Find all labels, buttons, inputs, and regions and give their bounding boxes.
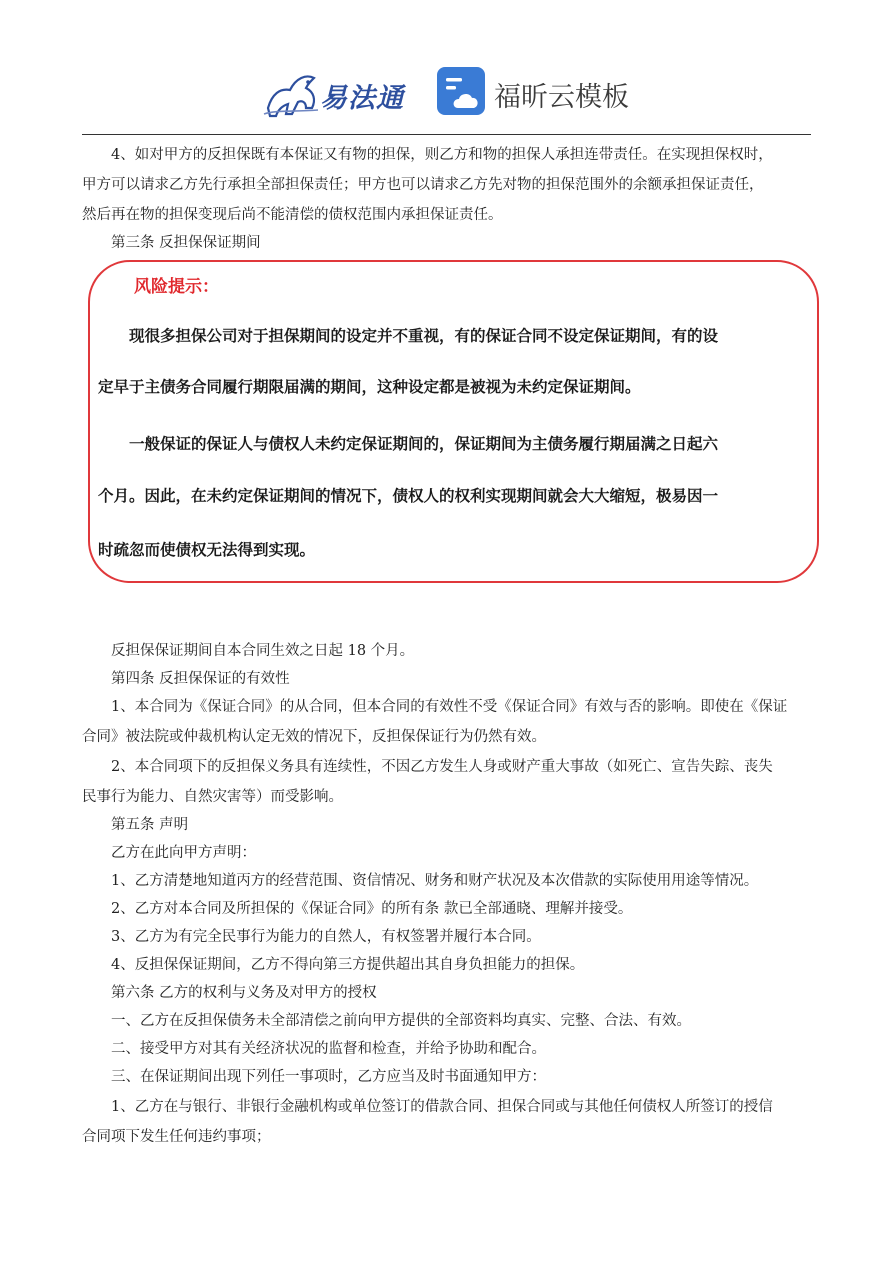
risk-warning-title: 风险提示： (134, 277, 219, 297)
risk-warning-box (88, 260, 819, 583)
foxit-template-logo-text: 福昕云模板 (494, 82, 629, 113)
risk-warning-line-3: 一般保证的保证人与债权人未约定保证期间的，保证期间为主债务履行期届满之日起六 (98, 435, 719, 453)
article-4-item-2-line-1: 2、本合同项下的反担保义务具有连续性，不因乙方发生人身或财产重大事故（如死亡、宣告失踪、丧失 (82, 759, 773, 775)
article-6-item-1: 一、乙方在反担保债务未全部清偿之前向甲方提供的全部资料均真实、完整、合法、有效。 (82, 1013, 691, 1029)
risk-warning-line-5: 时疏忽而使债权无法得到实现。 (98, 541, 316, 559)
article-5-item-1: 1、乙方清楚地知道丙方的经营范围、资信情况、财务和财产状况及本次借款的实际使用用途等情况。 (82, 873, 759, 889)
risk-warning-line-4: 个月。因此，在未约定保证期间的情况下，债权人的权利实现期间就会大大缩短，极易因一 (98, 487, 719, 505)
article-6-sub-item-1-line-1: 1、乙方在与银行、非银行金融机构或单位签订的借款合同、担保合同或与其他任何债权人所签订的授信 (82, 1099, 773, 1115)
article-5-item-2: 2、乙方对本合同及所担保的《保证合同》的所有条 款已全部通晓、理解并接受。 (82, 901, 633, 917)
yifatong-logo-text: 易法通 (320, 83, 404, 114)
article-3-heading: 第三条 反担保保证期间 (82, 235, 261, 251)
cloud-document-icon (436, 66, 488, 118)
guarantee-period-text: 反担保保证期间自本合同生效之日起 18 个月。 (82, 643, 415, 659)
header-divider (82, 134, 811, 135)
article-5-item-3: 3、乙方为有完全民事行为能力的自然人，有权签署并履行本合同。 (82, 929, 541, 945)
clause-3-4-line-3: 然后再在物的担保变现后尚不能清偿的债权范围内承担保证责任。 (82, 207, 503, 223)
clause-3-4-line-2: 甲方可以请求乙方先行承担全部担保责任；甲方也可以请求乙方先对物的担保范围外的余额承担保证责任， (82, 177, 764, 193)
article-5-item-4: 4、反担保保证期间，乙方不得向第三方提供超出其自身负担能力的担保。 (82, 957, 585, 973)
clause-3-4-line-1: 4、如对甲方的反担保既有本保证又有物的担保，则乙方和物的担保人承担连带责任。在实现担保权时， (82, 147, 773, 163)
article-6-item-2: 二、接受甲方对其有关经济状况的监督和检查，并给予协助和配合。 (82, 1041, 546, 1057)
qilin-icon (262, 64, 322, 120)
article-5-intro: 乙方在此向甲方声明： (82, 845, 256, 861)
article-5-heading: 第五条 声明 (82, 817, 189, 833)
risk-warning-line-2: 定早于主债务合同履行期限届满的期间，这种设定都是被视为未约定保证期间。 (98, 378, 641, 396)
risk-warning-line-1: 现很多担保公司对于担保期间的设定并不重视，有的保证合同不设定保证期间，有的设 (98, 327, 719, 345)
article-6-item-3: 三、在保证期间出现下列任一事项时，乙方应当及时书面通知甲方： (82, 1069, 546, 1085)
page-header (0, 58, 893, 128)
yifatong-logo (262, 64, 412, 120)
article-6-sub-item-1-line-2: 合同项下发生任何违约事项； (82, 1129, 271, 1145)
article-6-heading: 第六条 乙方的权利与义务及对甲方的授权 (82, 985, 377, 1001)
article-4-heading: 第四条 反担保保证的有效性 (82, 671, 290, 687)
article-4-item-2-line-2: 民事行为能力、自然灾害等）而受影响。 (82, 789, 343, 805)
foxit-template-logo (436, 66, 636, 120)
article-4-item-1-line-2: 合同》被法院或仲裁机构认定无效的情况下，反担保保证行为仍然有效。 (82, 729, 546, 745)
article-4-item-1-line-1: 1、本合同为《保证合同》的从合同，但本合同的有效性不受《保证合同》有效与否的影响。即使在《保证 (82, 699, 788, 715)
